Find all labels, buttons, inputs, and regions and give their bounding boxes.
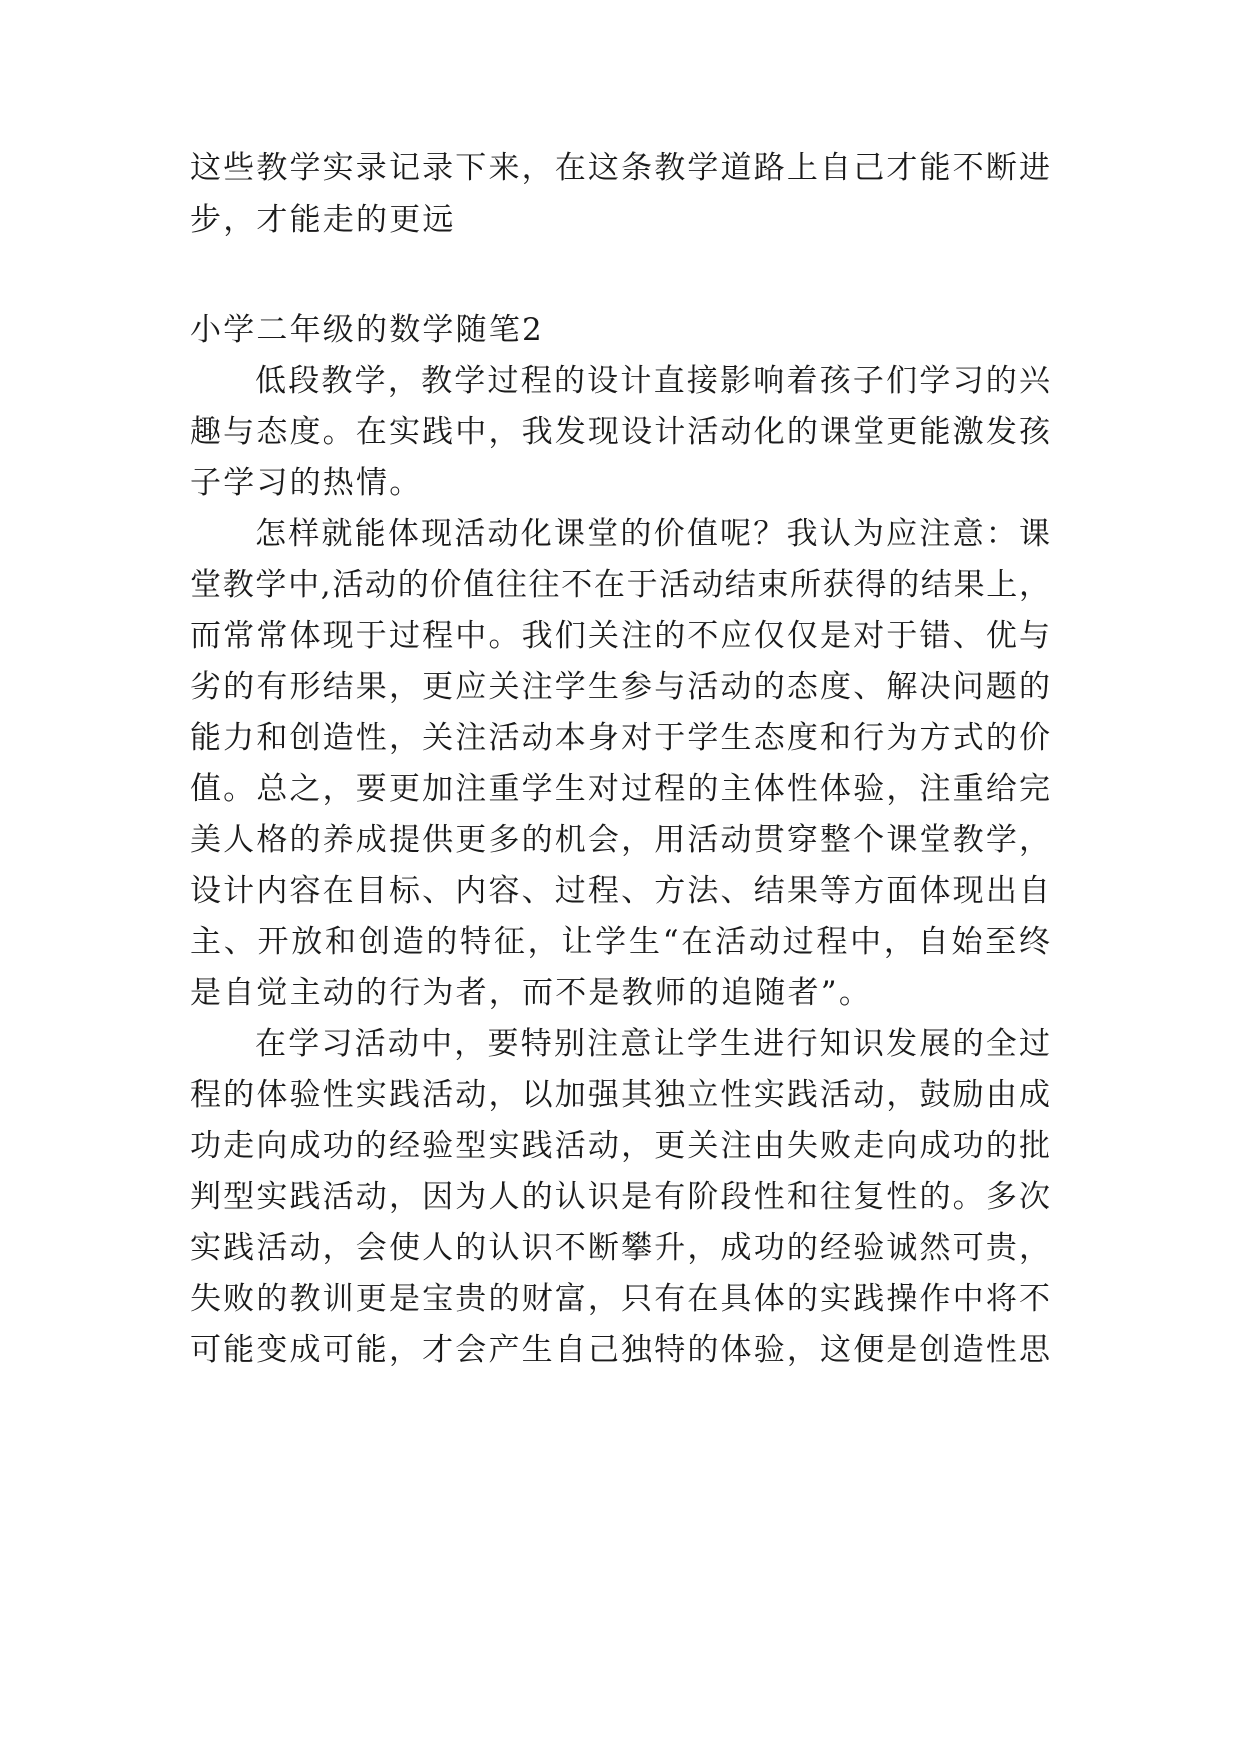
text-line: 堂教学中,活动的价值往往不在于活动结束所获得的结果上， — [190, 567, 1050, 603]
text-line: 实践活动，会使人的认识不断攀升，成功的经验诚然可贵， — [190, 1230, 1050, 1266]
text-line: 劣的有形结果，更应关注学生参与活动的态度、解决问题的 — [190, 669, 1050, 705]
text-line: 美人格的养成提供更多的机会，用活动贯穿整个课堂教学， — [190, 822, 1050, 858]
text-line: 趣与态度。在实践中，我发现设计活动化的课堂更能激发孩 — [190, 414, 1050, 450]
text-line: 在学习活动中，要特别注意让学生进行知识发展的全过 — [255, 1026, 1050, 1062]
text-line: 主、开放和创造的特征，让学生“在活动过程中，自始至终 — [190, 924, 1050, 960]
text-line: 能力和创造性，关注活动本身对于学生态度和行为方式的价 — [190, 720, 1050, 756]
text-line: 而常常体现于过程中。我们关注的不应仅仅是对于错、优与 — [190, 618, 1050, 654]
text-line: 失败的教训更是宝贵的财富，只有在具体的实践操作中将不 — [190, 1281, 1050, 1317]
text-line: 设计内容在目标、内容、过程、方法、结果等方面体现出自 — [190, 873, 1050, 909]
text-line: 程的体验性实践活动，以加强其独立性实践活动，鼓励由成 — [190, 1077, 1050, 1113]
text-line: 这些教学实录记录下来，在这条教学道路上自己才能不断进 — [190, 150, 1050, 186]
text-line: 子学习的热情。 — [190, 465, 423, 501]
text-line: 功走向成功的经验型实践活动，更关注由失败走向成功的批 — [190, 1128, 1050, 1164]
text-line: 低段教学，教学过程的设计直接影响着孩子们学习的兴 — [255, 363, 1050, 399]
section-title: 小学二年级的数学随笔2 — [190, 312, 544, 348]
text-line: 步，才能走的更远 — [190, 202, 456, 238]
text-line: 值。总之，要更加注重学生对过程的主体性体验，注重给完 — [190, 771, 1050, 807]
text-line: 怎样就能体现活动化课堂的价值呢？我认为应注意：课 — [255, 516, 1050, 552]
text-line: 是自觉主动的行为者，而不是教师的追随者”。 — [190, 975, 873, 1011]
text-line: 可能变成可能，才会产生自己独特的体验，这便是创造性思 — [190, 1332, 1050, 1368]
text-line: 判型实践活动，因为人的认识是有阶段性和往复性的。多次 — [190, 1179, 1050, 1215]
